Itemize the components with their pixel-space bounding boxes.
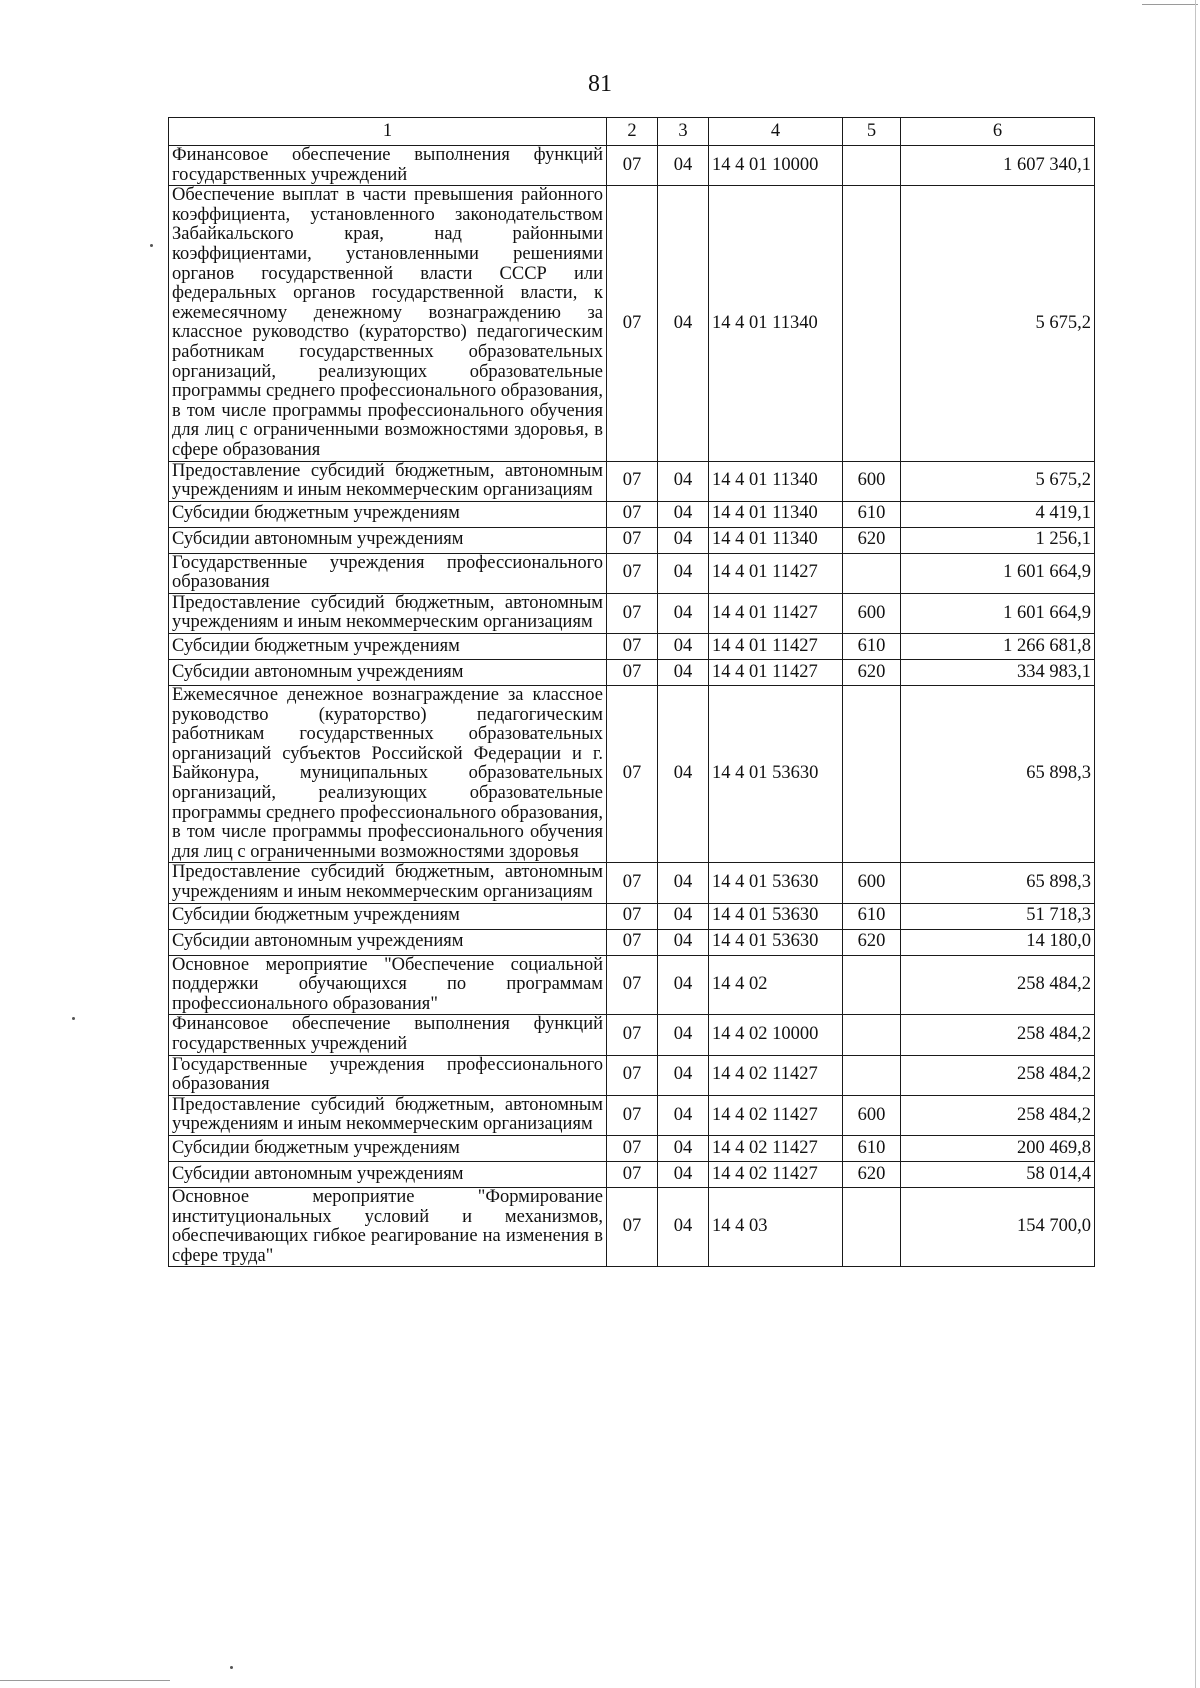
cell-subsection: 04 — [658, 461, 709, 501]
cell-amount: 4 419,1 — [901, 501, 1095, 527]
cell-subsection: 04 — [658, 955, 709, 1015]
cell-section: 07 — [607, 1015, 658, 1055]
scan-edge-top — [1142, 4, 1198, 5]
table-row — [169, 527, 1095, 553]
cell-section: 07 — [607, 461, 658, 501]
table-row — [169, 146, 1095, 186]
cell-amount: 154 700,0 — [901, 1187, 1095, 1266]
cell-target: 14 4 02 11427 — [709, 1095, 843, 1135]
header-amount: 6 — [901, 118, 1095, 146]
cell-section: 07 — [607, 593, 658, 633]
table-row — [169, 593, 1095, 633]
cell-subsection: 04 — [658, 186, 709, 461]
cell-section: 07 — [607, 1187, 658, 1266]
cell-type — [843, 553, 901, 593]
cell-name: Субсидии автономным учреждениям — [169, 527, 607, 553]
cell-subsection: 04 — [658, 634, 709, 660]
cell-target: 14 4 01 11427 — [709, 660, 843, 686]
table-row — [169, 686, 1095, 863]
cell-subsection: 04 — [658, 527, 709, 553]
table-row — [169, 929, 1095, 955]
header-target: 4 — [709, 118, 843, 146]
cell-type — [843, 1187, 901, 1266]
cell-amount: 200 469,8 — [901, 1135, 1095, 1161]
table-row — [169, 1187, 1095, 1266]
cell-type: 610 — [843, 634, 901, 660]
cell-target: 14 4 01 11427 — [709, 593, 843, 633]
budget-table — [168, 117, 1095, 1267]
header-subsection: 3 — [658, 118, 709, 146]
cell-type — [843, 186, 901, 461]
scan-edge-right — [1195, 0, 1196, 1688]
cell-target: 14 4 02 10000 — [709, 1015, 843, 1055]
cell-section: 07 — [607, 634, 658, 660]
cell-subsection: 04 — [658, 1161, 709, 1187]
cell-subsection: 04 — [658, 1187, 709, 1266]
cell-name: Предоставление субсидий бюджетным, автономным учреждениям и иным некоммерческим организациям — [169, 1095, 607, 1135]
cell-amount: 1 601 664,9 — [901, 593, 1095, 633]
cell-section: 07 — [607, 553, 658, 593]
cell-name: Субсидии автономным учреждениям — [169, 660, 607, 686]
scan-speck — [72, 1017, 75, 1020]
table-row — [169, 955, 1095, 1015]
cell-amount: 51 718,3 — [901, 903, 1095, 929]
cell-type: 610 — [843, 903, 901, 929]
cell-type: 600 — [843, 461, 901, 501]
table-row — [169, 186, 1095, 461]
cell-section: 07 — [607, 660, 658, 686]
cell-amount: 5 675,2 — [901, 186, 1095, 461]
scan-edge-bottom — [0, 1680, 170, 1681]
cell-amount: 65 898,3 — [901, 863, 1095, 903]
cell-target: 14 4 02 11427 — [709, 1135, 843, 1161]
cell-subsection: 04 — [658, 1015, 709, 1055]
cell-type — [843, 686, 901, 863]
cell-target: 14 4 01 53630 — [709, 686, 843, 863]
cell-subsection: 04 — [658, 903, 709, 929]
cell-amount: 258 484,2 — [901, 1015, 1095, 1055]
cell-amount: 58 014,4 — [901, 1161, 1095, 1187]
cell-name: Субсидии бюджетным учреждениям — [169, 903, 607, 929]
table-row — [169, 1161, 1095, 1187]
cell-section: 07 — [607, 1161, 658, 1187]
cell-amount: 1 601 664,9 — [901, 553, 1095, 593]
cell-target: 14 4 01 11340 — [709, 461, 843, 501]
table-row — [169, 461, 1095, 501]
table-row — [169, 1135, 1095, 1161]
table-row — [169, 1095, 1095, 1135]
table-row — [169, 634, 1095, 660]
cell-name: Основное мероприятие "Формирование институциональных условий и механизмов, обеспечивающих гибкое реагирование на изменения в сфере труда" — [169, 1187, 607, 1266]
cell-section: 07 — [607, 955, 658, 1015]
cell-section: 07 — [607, 1055, 658, 1095]
cell-name: Государственные учреждения профессионального образования — [169, 553, 607, 593]
cell-type: 610 — [843, 1135, 901, 1161]
header-name: 1 — [169, 118, 607, 146]
cell-amount: 1 607 340,1 — [901, 146, 1095, 186]
cell-name: Обеспечение выплат в части превышения районного коэффициента, установленного законодательством Забайкальского края, над районными коэффициентами, установленными решениями органов государственной власти СССР или федеральных органов государственной власти, к ежемесячному денежному вознаграждению за классное руководство (кураторство) педагогическим работникам государственных образовательных организаций, реализующих образовательные программы среднего профессионального образования, в том числе программы профессионального обучения для лиц с ограниченными возможностями здоровья, в сфере образования — [169, 186, 607, 461]
cell-subsection: 04 — [658, 146, 709, 186]
cell-type: 620 — [843, 1161, 901, 1187]
cell-type: 620 — [843, 929, 901, 955]
cell-subsection: 04 — [658, 1095, 709, 1135]
cell-name: Ежемесячное денежное вознаграждение за классное руководство (кураторство) педагогическим работникам государственных образовательных организаций субъектов Российской Федерации и г. Байконура, муниципальных образовательных организаций, реализующих образовательные программы среднего профессионального образования, в том числе программы профессионального обучения для лиц с ограниченными возможностями здоровья — [169, 686, 607, 863]
cell-amount: 258 484,2 — [901, 1055, 1095, 1095]
cell-name: Предоставление субсидий бюджетным, автономным учреждениям и иным некоммерческим организациям — [169, 863, 607, 903]
cell-subsection: 04 — [658, 863, 709, 903]
cell-target: 14 4 01 11427 — [709, 634, 843, 660]
cell-name: Субсидии бюджетным учреждениям — [169, 1135, 607, 1161]
cell-subsection: 04 — [658, 1055, 709, 1095]
header-row — [169, 118, 1095, 146]
cell-section: 07 — [607, 1095, 658, 1135]
cell-name: Финансовое обеспечение выполнения функций государственных учреждений — [169, 146, 607, 186]
cell-section: 07 — [607, 686, 658, 863]
cell-section: 07 — [607, 903, 658, 929]
cell-target: 14 4 01 11340 — [709, 527, 843, 553]
cell-section: 07 — [607, 146, 658, 186]
cell-subsection: 04 — [658, 501, 709, 527]
cell-type: 600 — [843, 1095, 901, 1135]
cell-subsection: 04 — [658, 1135, 709, 1161]
cell-type: 610 — [843, 501, 901, 527]
cell-name: Основное мероприятие "Обеспечение социальной поддержки обучающихся по программам профессионального образования" — [169, 955, 607, 1015]
cell-name: Субсидии бюджетным учреждениям — [169, 501, 607, 527]
cell-name: Финансовое обеспечение выполнения функций государственных учреждений — [169, 1015, 607, 1055]
cell-name: Предоставление субсидий бюджетным, автономным учреждениям и иным некоммерческим организациям — [169, 593, 607, 633]
cell-target: 14 4 01 11340 — [709, 501, 843, 527]
cell-name: Предоставление субсидий бюджетным, автономным учреждениям и иным некоммерческим организациям — [169, 461, 607, 501]
cell-type: 600 — [843, 863, 901, 903]
cell-target: 14 4 01 10000 — [709, 146, 843, 186]
cell-name: Субсидии автономным учреждениям — [169, 1161, 607, 1187]
cell-amount: 14 180,0 — [901, 929, 1095, 955]
cell-name: Субсидии бюджетным учреждениям — [169, 634, 607, 660]
cell-type: 600 — [843, 593, 901, 633]
table-row — [169, 1015, 1095, 1055]
cell-amount: 5 675,2 — [901, 461, 1095, 501]
cell-subsection: 04 — [658, 553, 709, 593]
cell-subsection: 04 — [658, 929, 709, 955]
cell-subsection: 04 — [658, 686, 709, 863]
header-section: 2 — [607, 118, 658, 146]
cell-section: 07 — [607, 527, 658, 553]
cell-target: 14 4 02 11427 — [709, 1055, 843, 1095]
scan-speck — [230, 1666, 233, 1669]
cell-target: 14 4 03 — [709, 1187, 843, 1266]
page-number: 81 — [588, 71, 612, 97]
cell-target: 14 4 01 11340 — [709, 186, 843, 461]
table-row — [169, 660, 1095, 686]
cell-type: 620 — [843, 660, 901, 686]
cell-type — [843, 1055, 901, 1095]
header-type: 5 — [843, 118, 901, 146]
cell-section: 07 — [607, 863, 658, 903]
cell-subsection: 04 — [658, 660, 709, 686]
table-row — [169, 863, 1095, 903]
cell-amount: 258 484,2 — [901, 1095, 1095, 1135]
cell-section: 07 — [607, 186, 658, 461]
table-row — [169, 501, 1095, 527]
cell-name: Субсидии автономным учреждениям — [169, 929, 607, 955]
table-row — [169, 1055, 1095, 1095]
cell-target: 14 4 02 11427 — [709, 1161, 843, 1187]
cell-target: 14 4 01 53630 — [709, 863, 843, 903]
cell-type — [843, 146, 901, 186]
cell-amount: 258 484,2 — [901, 955, 1095, 1015]
cell-section: 07 — [607, 1135, 658, 1161]
cell-amount: 334 983,1 — [901, 660, 1095, 686]
cell-amount: 1 256,1 — [901, 527, 1095, 553]
cell-type: 620 — [843, 527, 901, 553]
cell-section: 07 — [607, 501, 658, 527]
cell-amount: 1 266 681,8 — [901, 634, 1095, 660]
table-row — [169, 553, 1095, 593]
cell-target: 14 4 01 53630 — [709, 929, 843, 955]
table-row — [169, 903, 1095, 929]
cell-section: 07 — [607, 929, 658, 955]
scan-speck — [150, 244, 153, 247]
cell-name: Государственные учреждения профессионального образования — [169, 1055, 607, 1095]
cell-target: 14 4 01 53630 — [709, 903, 843, 929]
cell-target: 14 4 02 — [709, 955, 843, 1015]
cell-type — [843, 955, 901, 1015]
cell-type — [843, 1015, 901, 1055]
cell-target: 14 4 01 11427 — [709, 553, 843, 593]
cell-subsection: 04 — [658, 593, 709, 633]
cell-amount: 65 898,3 — [901, 686, 1095, 863]
